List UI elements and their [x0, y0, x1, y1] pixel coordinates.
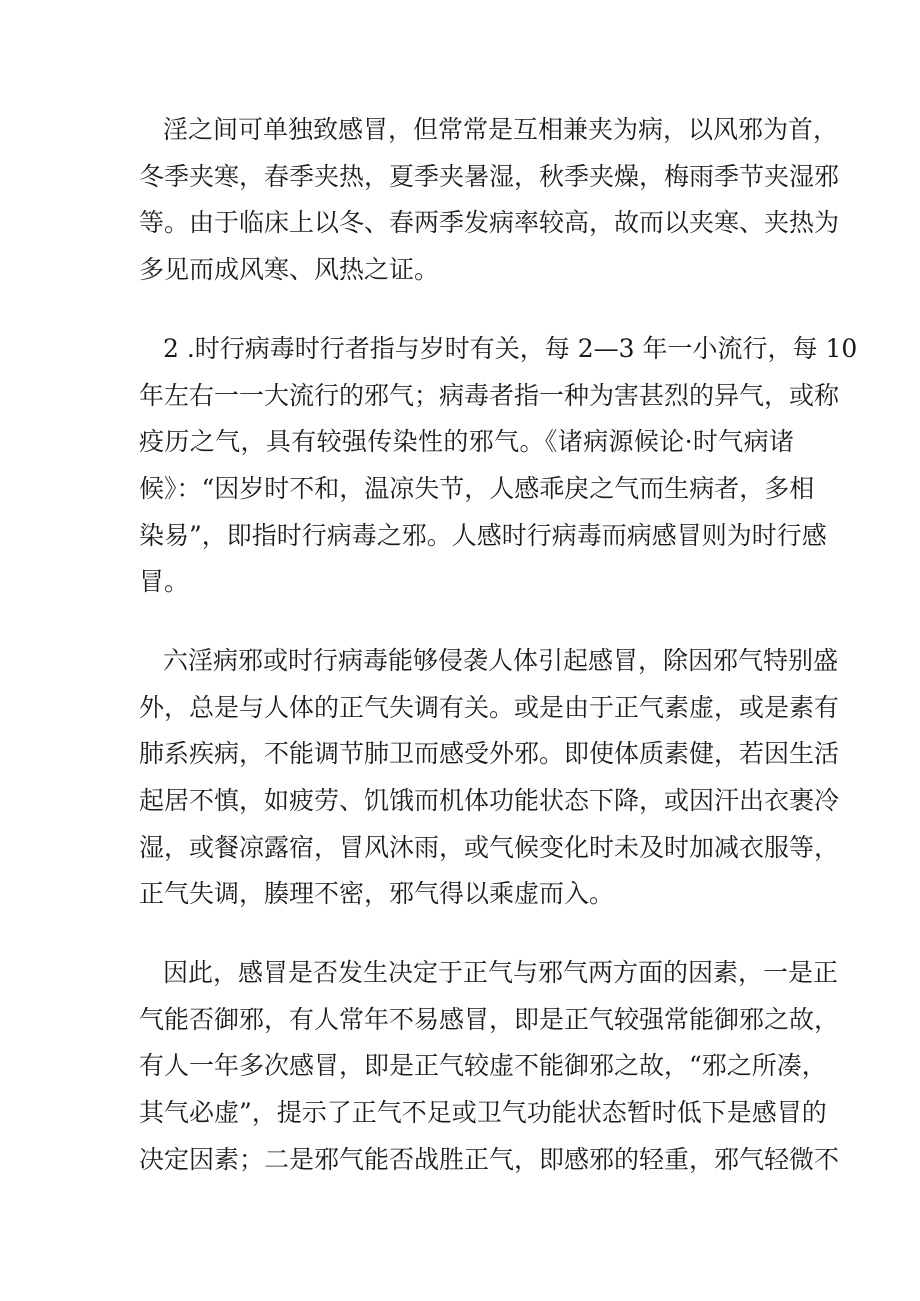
paragraph-4-line-5: 决定因素；二是邪气能否战胜正气，即感邪的轻重，邪气轻微不	[139, 1145, 840, 1174]
paragraph-2-line-3: 疫历之气，具有较强传染性的邪气。《诸病源候论·时气病诸	[139, 427, 794, 456]
paragraph-4-line-2: 气能否御邪，有人常年不易感冒，即是正气较强常能御邪之故，	[139, 1005, 840, 1034]
paragraph-2-line-1: 2 .时行病毒时行者指与岁时有关，每 2—3 年一小流行，每 10	[163, 334, 858, 363]
paragraph-2-line-5: 染易”，即指时行病毒之邪。人感时行病毒而病感冒则为时行感	[139, 521, 827, 550]
paragraph-2-line-2: 年左右一一大流行的邪气；病毒者指一种为害甚烈的异气，或称	[139, 381, 840, 410]
paragraph-3-line-1: 六淫病邪或时行病毒能够侵袭人体引起感冒，除因邪气特别盛	[163, 646, 839, 675]
paragraph-4-line-1: 因此，感冒是否发生决定于正气与邪气两方面的因素，一是正	[163, 958, 839, 987]
paragraph-2-line-6: 冒。	[139, 567, 190, 596]
paragraph-4-line-3: 有人一年多次感冒，即是正气较虚不能御邪之故，“邪之所凑，	[139, 1051, 827, 1080]
paragraph-2-line-4: 候》：“因岁时不和，温凉失节，人感乖戾之气而生病者，多相	[139, 474, 815, 503]
paragraph-1-line-4: 多见而成风寒、风热之证。	[139, 255, 440, 284]
paragraph-3-line-5: 湿，或餐凉露宿，冒风沐雨，或气候变化时未及时加减衣服等，	[139, 833, 840, 862]
paragraph-4-line-4: 其气必虚”，提示了正气不足或卫气功能状态暂时低下是感冒的	[139, 1098, 827, 1127]
paragraph-3-line-6: 正气失调，腠理不密，邪气得以乘虚而入。	[139, 879, 615, 908]
paragraph-1-line-1: 淫之间可单独致感冒，但常常是互相兼夹为病，以风邪为首，	[163, 115, 839, 144]
paragraph-1-line-3: 等。由于临床上以冬、春两季发病率较高，故而以夹寒、夹热为	[139, 208, 840, 237]
paragraph-3-line-2: 外，总是与人体的正气失调有关。或是由于正气素虚，或是素有	[139, 693, 840, 722]
paragraph-1-line-2: 冬季夹寒，春季夹热，夏季夹暑湿，秋季夹燥，梅雨季节夹湿邪	[139, 162, 840, 191]
paragraph-3-line-4: 起居不慎，如疲劳、饥饿而机体功能状态下降，或因汗出衣裹冷	[139, 786, 840, 815]
paragraph-3-line-3: 肺系疾病，不能调节肺卫而感受外邪。即使体质素健，若因生活	[139, 739, 840, 768]
